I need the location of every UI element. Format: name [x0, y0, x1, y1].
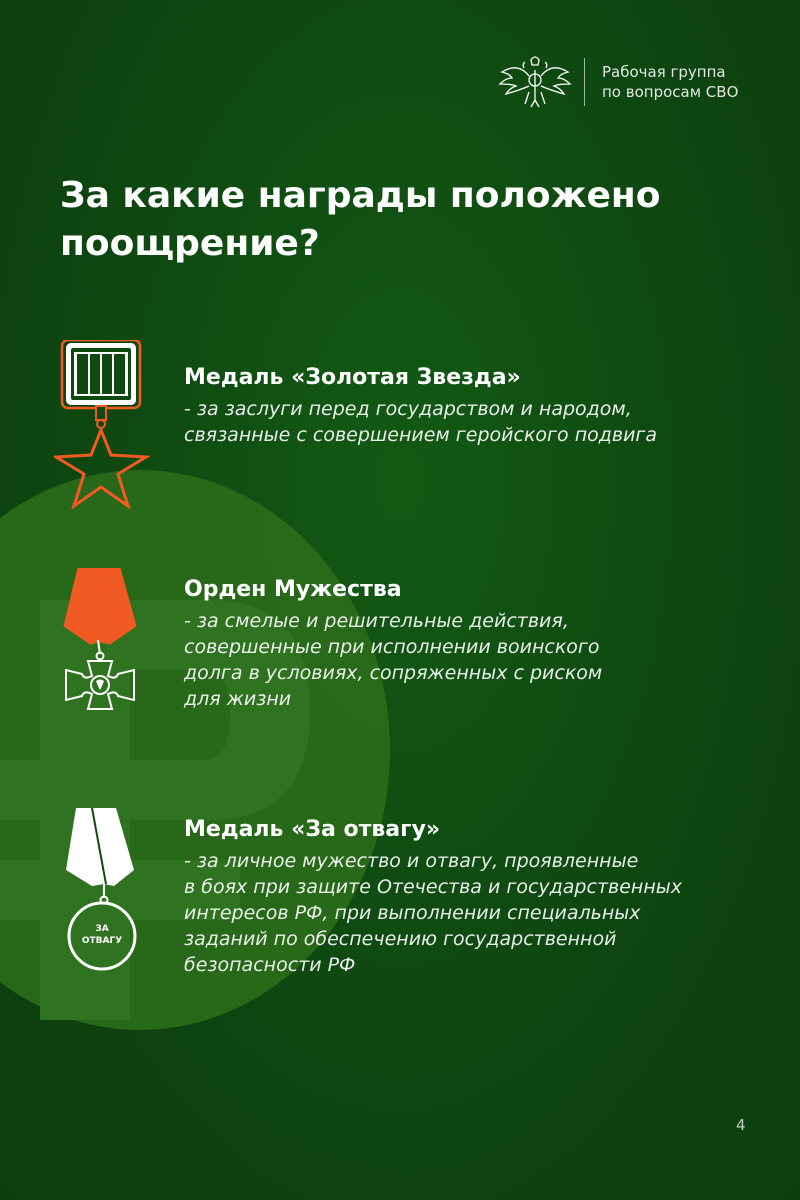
double-headed-eagle-emblem-icon: [498, 52, 572, 108]
award-description-line: совершенные при исполнении воинского: [184, 636, 600, 658]
organization-name: [602, 62, 738, 102]
gold-star-medal-icon: [54, 340, 150, 512]
award-description-line: - за смелые и решительные действия,: [184, 610, 569, 632]
page-number: 4: [736, 1116, 746, 1134]
page-title-line2: поощрение?: [60, 223, 320, 264]
award-description-line: интересов РФ, при выполнении специальных: [184, 902, 641, 924]
award-name: Медаль «Золотая Звезда»: [184, 365, 521, 390]
award-name: Орден Мужества: [184, 577, 402, 602]
order-of-courage-icon: [58, 568, 142, 730]
award-description-line: для жизни: [184, 688, 292, 710]
page-title-line1: За какие награды положено: [60, 175, 661, 216]
award-description: [184, 608, 602, 712]
award-description: [184, 396, 657, 448]
award-description-line: безопасности РФ: [184, 954, 356, 976]
organization-name-line1: Рабочая группа: [602, 63, 726, 81]
award-description-line: связанные с совершением геройского подвига: [184, 424, 658, 446]
award-name: Медаль «За отвагу»: [184, 817, 441, 842]
award-description-line: долга в условиях, сопряженных с риском: [184, 662, 603, 684]
medal-text-line1: ЗА: [95, 924, 109, 934]
medal-text-line2: ОТВАГУ: [81, 936, 123, 946]
award-description-line: заданий по обеспечению государственной: [184, 928, 617, 950]
header-divider: [584, 58, 585, 106]
award-description-line: - за личное мужество и отвагу, проявленные: [184, 850, 639, 872]
award-description: [184, 848, 682, 978]
award-description-line: - за заслуги перед государством и народом,: [184, 398, 632, 420]
page-title: [60, 172, 740, 268]
award-description-line: в боях при защите Отечества и государственных: [184, 876, 682, 898]
organization-name-line2: по вопросам СВО: [602, 83, 739, 101]
medal-for-courage-icon: [62, 808, 146, 974]
